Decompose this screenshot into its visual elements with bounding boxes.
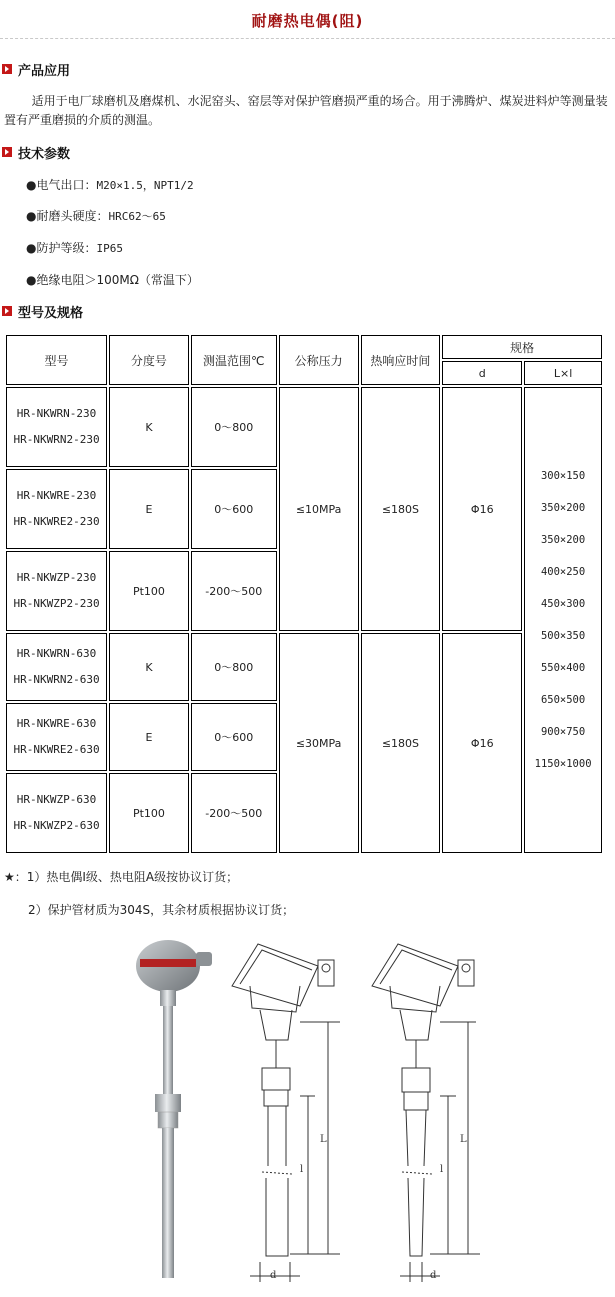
section-title: 产品应用 (18, 63, 71, 79)
header-spec: 规格 (442, 335, 602, 359)
param-label: ●电气出口： (26, 178, 97, 192)
param-value: M20×1.5，NPT1/2 (96, 179, 194, 192)
section-marker-icon (2, 64, 12, 74)
note-1: ★：1）热电偶Ⅰ级、热电阻A级按协议订货； (4, 870, 239, 884)
table-row (6, 633, 602, 701)
section-heading-models (2, 302, 83, 320)
section-marker-icon (2, 306, 12, 316)
model-code: HR-NKWRE2-230 (13, 515, 100, 528)
section-heading-tech (2, 143, 70, 161)
label-L-1: L (320, 1134, 327, 1145)
size-item: 500×350 (540, 630, 586, 642)
division-cell: Pt100 (109, 551, 189, 631)
param-hardness (26, 207, 166, 224)
model-cell (6, 773, 107, 853)
model-code: HR-NKWZP2-230 (13, 597, 100, 610)
param-label: ●耐磨头硬度： (26, 209, 109, 223)
label-d-2: d (430, 1270, 437, 1281)
param-value: 100MΩ（常温下） (96, 273, 199, 287)
division-cell: K (109, 633, 189, 701)
size-item: 1150×1000 (534, 758, 592, 770)
range-cell: 0～800 (191, 633, 277, 701)
division-cell: Pt100 (109, 773, 189, 853)
title-divider (0, 38, 615, 39)
header-division: 分度号 (109, 335, 189, 385)
page-title: 耐磨热电偶(阻) (251, 12, 364, 30)
size-item: 400×250 (540, 566, 586, 578)
param-label: ●绝缘电阻＞ (26, 273, 97, 287)
spec-table (4, 333, 604, 855)
range-cell: 0～800 (191, 387, 277, 467)
application-text: 适用于电厂球磨机及磨煤机、水泥窑头、窑层等对保护管磨损严重的场合。用于沸腾炉、煤炭进料炉等测量装置有严重磨损的介质的测温。 (4, 94, 608, 127)
header-response: 热响应时间 (361, 335, 441, 385)
param-protection (26, 239, 123, 256)
param-label: ●防护等级： (26, 241, 97, 255)
model-code: HR-NKWRE-630 (16, 717, 97, 730)
section-heading-application (2, 60, 70, 78)
header-lxl: L×l (524, 361, 602, 385)
model-code: HR-NKWRN2-230 (13, 433, 100, 446)
size-item: 550×400 (540, 662, 586, 674)
division-cell: E (109, 703, 189, 771)
model-code: HR-NKWRN-630 (16, 647, 97, 660)
product-figures (0, 926, 615, 1291)
pressure-cell: ≤10MPa (279, 387, 359, 631)
model-cell (6, 469, 107, 549)
model-code: HR-NKWZP2-630 (13, 819, 100, 832)
model-code: HR-NKWZP-230 (16, 571, 97, 584)
division-cell: K (109, 387, 189, 467)
pressure-cell: ≤30MPa (279, 633, 359, 853)
d-cell: Φ16 (442, 387, 522, 631)
drawing-tapered-probe (372, 944, 480, 1282)
header-range: 测温范围℃ (191, 335, 277, 385)
model-code: HR-NKWZP-630 (16, 793, 97, 806)
figures-svg (0, 926, 615, 1291)
response-cell: ≤180S (361, 387, 441, 631)
model-code: HR-NKWRN2-630 (13, 673, 100, 686)
size-item: 350×200 (540, 534, 586, 546)
header-model: 型号 (6, 335, 107, 385)
response-cell: ≤180S (361, 633, 441, 853)
model-cell (6, 387, 107, 467)
d-cell: Φ16 (442, 633, 522, 853)
range-cell: -200～500 (191, 551, 277, 631)
model-cell (6, 703, 107, 771)
size-item: 350×200 (540, 502, 586, 514)
size-list-cell (524, 387, 602, 853)
range-cell: 0～600 (191, 469, 277, 549)
label-L-2: L (460, 1134, 467, 1145)
size-item: 300×150 (540, 470, 586, 482)
label-l-1: l (300, 1164, 304, 1175)
size-item: 450×300 (540, 598, 586, 610)
range-cell: 0～600 (191, 703, 277, 771)
section-title: 技术参数 (18, 146, 71, 162)
header-pressure: 公称压力 (279, 335, 359, 385)
division-cell: E (109, 469, 189, 549)
label-d-1: d (270, 1270, 277, 1281)
header-d: d (442, 361, 522, 385)
range-cell: -200～500 (191, 773, 277, 853)
param-value: HRC62～65 (108, 210, 166, 223)
param-electrical-outlet (26, 176, 194, 193)
probe-photo (136, 940, 212, 1278)
section-title: 型号及规格 (18, 305, 84, 321)
note-2: 2）保护管材质为304S，其余材质根据协议订货； (28, 903, 295, 917)
size-item: 650×500 (540, 694, 586, 706)
model-cell (6, 551, 107, 631)
model-code: HR-NKWRN-230 (16, 407, 97, 420)
section-marker-icon (2, 147, 12, 157)
size-item: 900×750 (540, 726, 586, 738)
table-row (6, 387, 602, 467)
model-code: HR-NKWRE-230 (16, 489, 97, 502)
drawing-straight-probe (232, 944, 340, 1282)
param-insulation (26, 271, 199, 288)
model-cell (6, 633, 107, 701)
label-l-2: l (440, 1164, 444, 1175)
model-code: HR-NKWRE2-630 (13, 743, 100, 756)
param-value: IP65 (96, 242, 123, 255)
